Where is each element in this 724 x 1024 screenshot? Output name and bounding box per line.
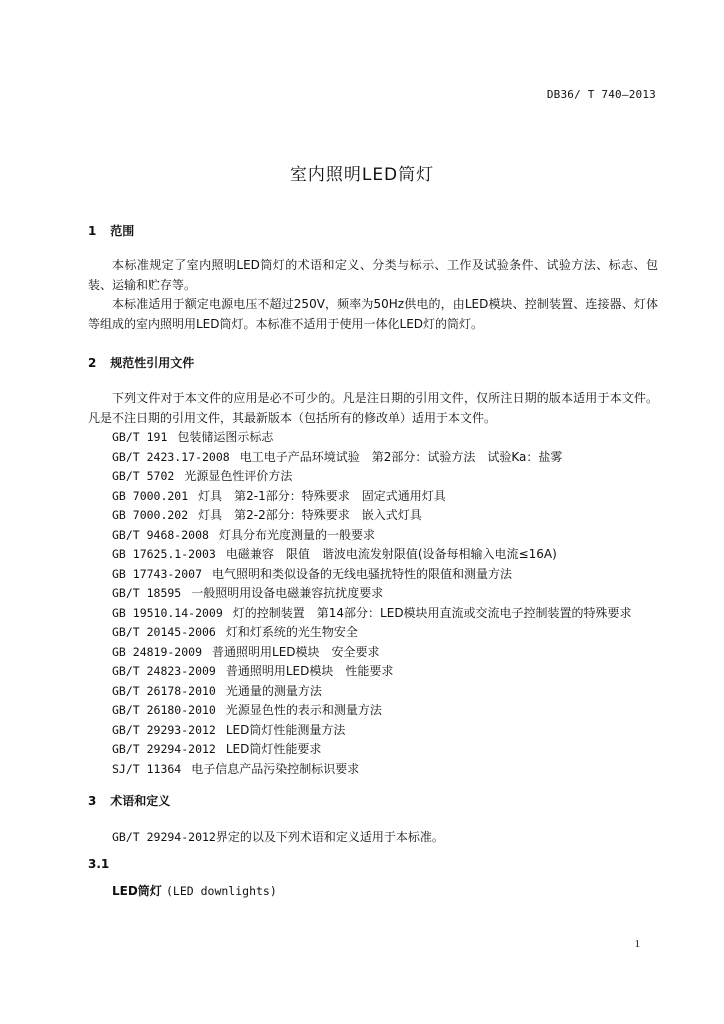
subsection-number: 3.1 [88,857,110,871]
reference-code: GB/T 18595 [112,586,182,600]
reference-item [112,487,632,507]
reference-item [112,584,632,604]
reference-code: GB 17743-2007 [112,566,203,581]
terms-intro [112,828,444,845]
reference-title: 灯具 第2-1部分：特殊要求 固定式通用灯具 [198,488,446,503]
document-title: 室内照明LED筒灯 [289,165,435,185]
reference-code: GB/T 20145-2006 [112,625,216,639]
reference-code: GB 17625.1-2003 [112,547,216,561]
section-number: 2 [88,356,97,370]
reference-item [112,740,632,760]
section-title: 规范性引用文件 [110,356,195,370]
section-2-heading [88,354,194,371]
scope-paragraph-1: 本标准规定了室内照明LED筒灯的术语和定义、分类与标示、工作及试验条件、试验方法、标志、包装、运输和贮存等。 [88,258,658,292]
reference-title: 电子信息产品污染控制标识要求 [191,761,360,776]
reference-code: GB 7000.201 [112,488,189,503]
terms-intro-code: GB/T 29294-2012 [112,830,216,844]
section-1-heading [88,222,134,239]
reference-item [112,682,632,702]
reference-item [112,545,632,565]
reference-code: GB 7000.202 [112,508,189,522]
reference-title: 普通照明用LED模块 安全要求 [212,644,380,659]
reference-title: 电气照明和类似设备的无线电骚扰特性的限值和测量方法 [212,566,513,581]
reference-code: GB/T 26180-2010 [112,703,216,717]
reference-title: 电磁兼容 限值 谐波电流发射限值(设备每相输入电流≤16A) [225,547,557,561]
reference-item [112,721,632,741]
reference-item [112,467,632,487]
reference-item [112,448,632,468]
reference-item [112,662,632,682]
section-title: 范围 [110,224,135,238]
reference-code: SJ/T 11364 [112,761,182,776]
section-number: 1 [88,224,97,238]
reference-title: 光通量的测量方法 [225,683,322,698]
reference-title: 灯和灯系统的光生物安全 [225,625,358,639]
reference-code: GB/T 26178-2010 [112,683,216,698]
reference-item [112,643,632,663]
references-intro: 下列文件对于本文件的应用是必不可少的。凡是注日期的引用文件，仅所注日期的版本适用于本文件。凡是不注日期的引用文件，其最新版本（包括所有的修改单）适用于本文件。 [88,391,658,425]
reference-list [112,428,632,779]
reference-item [112,565,632,585]
reference-item [112,526,632,546]
scope-paragraph-2: 本标准适用于额定电源电压不超过250V，频率为50Hz供电的，由LED模块、控制装置、连接器、灯体等组成的室内照明用LED筒灯。本标准不适用于使用一体化LED灯的筒灯。 [88,297,658,331]
reference-title: 包装储运图示标志 [177,430,274,444]
reference-code: GB/T 29293-2012 [112,722,216,737]
reference-title: 普通照明用LED模块 性能要求 [225,664,394,678]
reference-title: 光源显色性的表示和测量方法 [225,703,382,717]
reference-item [112,428,632,448]
reference-item [112,623,632,643]
reference-code: GB 19510.14-2009 [112,605,223,620]
reference-code: GB/T 9468-2008 [112,527,209,542]
term-english: (LED downlights) [166,884,277,898]
section-3-heading [88,792,170,809]
standard-id: DB36/ T 740—2013 [546,88,656,101]
section-title: 术语和定义 [110,794,171,808]
reference-code: GB 24819-2009 [112,644,203,659]
reference-title: 灯的控制装置 第14部分：LED模块用直流或交流电子控制装置的特殊要求 [232,605,632,620]
reference-title: 光源显色性评价方法 [184,469,293,483]
reference-title: 一般照明用设备电磁兼容抗扰度要求 [191,586,384,600]
reference-title: 电工电子产品环境试验 第2部分：试验方法 试验Ka：盐雾 [239,449,563,464]
page-number: 1 [634,938,640,950]
reference-title: 灯具 第2-2部分：特殊要求 嵌入式灯具 [198,508,422,522]
reference-code: GB/T 191 [112,430,168,444]
reference-item [112,760,632,780]
reference-item [112,701,632,721]
term-heading [112,882,277,899]
reference-title: 灯具分布光度测量的一般要求 [218,527,375,542]
terms-intro-text: 界定的以及下列术语和定义适用于本标准。 [215,830,444,844]
term-chinese: LED筒灯 [112,884,162,898]
reference-item [112,604,632,624]
reference-code: GB/T 24823-2009 [112,664,216,678]
reference-title: LED筒灯性能测量方法 [225,722,346,737]
reference-code: GB/T 29294-2012 [112,742,216,756]
reference-item [112,506,632,526]
reference-title: LED筒灯性能要求 [225,742,322,756]
reference-code: GB/T 2423.17-2008 [112,449,230,464]
section-number: 3 [88,794,97,808]
reference-code: GB/T 5702 [112,469,175,483]
